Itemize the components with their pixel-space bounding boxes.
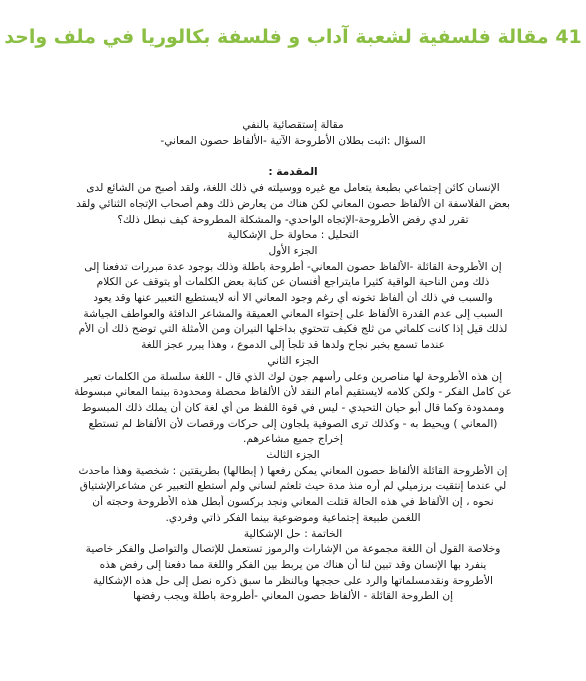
intro-line: تقرر لدي رفض الأطروحة-الإتجاه الواحدي- والمشكلة المطروحة كيف نبطل ذلك؟ (117, 213, 469, 226)
part1-line: لذلك قيل إذا كانت كلماتي من ثلج فكيف تتحتوي بداخلها النيران ومن الأمثلة التي توضح ذلك أن الأم (78, 323, 508, 336)
part1-line: إن الأطروحة القائلة -الألفاظ حصون المعاني- أطروحة باطلة وذلك بوجود عدة مبررات تدفعنا إلى (84, 260, 502, 273)
article-question: السؤال :اثبت بطلان الأطروحة الآتية -الألفاظ حصون المعاني- (160, 134, 426, 147)
part2-line: إن هذه الأطروحة لها مناصرين وعلى رأسهم جون لوك الذي قال - اللغة سلسلة من الكلمات تعبر (83, 370, 503, 383)
intro-line: الإنسان كائن إجتماعي بطبعة يتعامل مع غيره ووسيلته في ذلك اللغة، ولقد أصبح من الشائع لدى (86, 182, 500, 195)
page-title: 41 مقالة فلسفية لشعبة آداب و فلسفة بكالوريا في ملف واحد (4, 26, 582, 48)
part2-line: عن كامل الفكر - ولكن كلامه لايستقيم أمام النقد لأن الألفاظ محصلة ومحدودة بينما المعاني مبسوطة (74, 386, 512, 399)
part3-line: اللغمن طبيعة إجتماعية وموضوعية بينما الفكر ذاتي وفردي. (165, 511, 421, 524)
part1-line: السبب إلى عدم القدرة الألفاظ على إحتواء المعاني العميقة والمشاعر الدافئة والعواطف الجياشة (83, 307, 503, 320)
intro-line: بعض الفلاسفة ان الألفاظ حصون المعاني لكن هناك من يعارض ذلك وهم أصحاب الإتجاه الثنائي ولقد (76, 197, 510, 210)
part3-heading: الجزء الثالث (266, 449, 320, 462)
part1-line: ذلك ومن الناحية الواقية كثيرا مايتراجع أفنسان عن كتابة بعض الكلمات أو يتوقف عن الكلام (96, 276, 490, 289)
intro-heading: المقدمة : (268, 166, 318, 179)
part3-line: إن الأطروحة القائلة الألفاظ حصون المعاني يمكن رفعها ( إبطالها) بطريقتين : شخصية وهذا ماحدث (78, 464, 508, 477)
part3-line: نحوه ، إن الألفاظ في هذه الحالة قتلت المعاني ونجد بركسون أبطل هذه الأطروحة وحجته أن (92, 496, 494, 509)
part2-line: (المعاني ) ويحيط به - وكذلك ترى الصوفية يلجاون إلى حركات ورقصات لأن الألفاظ لم تستطع (88, 417, 498, 430)
conclusion-line: وخلاصة القول أن اللغة مجموعة من الإشارات والرموز تستعمل للإتصال والتواصل والفكر خاصية (85, 543, 501, 556)
part1-line: والسبب في ذلك أن ألفاظ تخونه أي رغم وجود المعاني الا أنه لايستطيع التعبير عنها وقد يعود (93, 292, 493, 305)
part2-line: إخراج جميع مشاعرهم. (243, 433, 343, 446)
conclusion-line: إن الطروحة القائلة - الألفاظ حصون المعاني -أطروحة باطلة ويجب رفضها (132, 590, 454, 603)
part1-line: عندما تسمع بخبر نجاح ولدها قد تلجأ إلى الدموع ، وهذا يبرر عجز اللغة (141, 339, 445, 352)
conclusion-line: ينفرد بها الإنسان وقد تبين لنا أن هناك من يربط بين الفكر واللغة مما دفعنا إلى رفض هذه (99, 558, 487, 571)
conclusion-heading: الخاتمة : حل الإشكالية (243, 527, 343, 540)
article-type-label: مقالة إستقصائية بالنفي (242, 119, 344, 131)
part2-heading: الجزء الثاني (267, 354, 319, 367)
part1-heading: الجزء الأول (268, 244, 318, 257)
analysis-heading: التحليل : محاولة حل الإشكالية (227, 229, 359, 242)
part2-line: وممدودة وكما قال أبو حيان التحيدي - ليس في قوة اللفظ من أي لغة كان أن يملك ذلك المبسوط (81, 401, 505, 414)
conclusion-line: الأطروحة ونقدمسلماتها والرد على حججها وبالنظر ما سبق ذكره نصل إلى حل هذه الإشكالية (93, 574, 493, 587)
article-body (62, 118, 524, 605)
part3-line: لي عندما إنتقيت برزميلي لم أره منذ مدة حيث تلعثم لساني ولم أستطع التعبير عن مشاعرالإشتياق (79, 480, 507, 493)
